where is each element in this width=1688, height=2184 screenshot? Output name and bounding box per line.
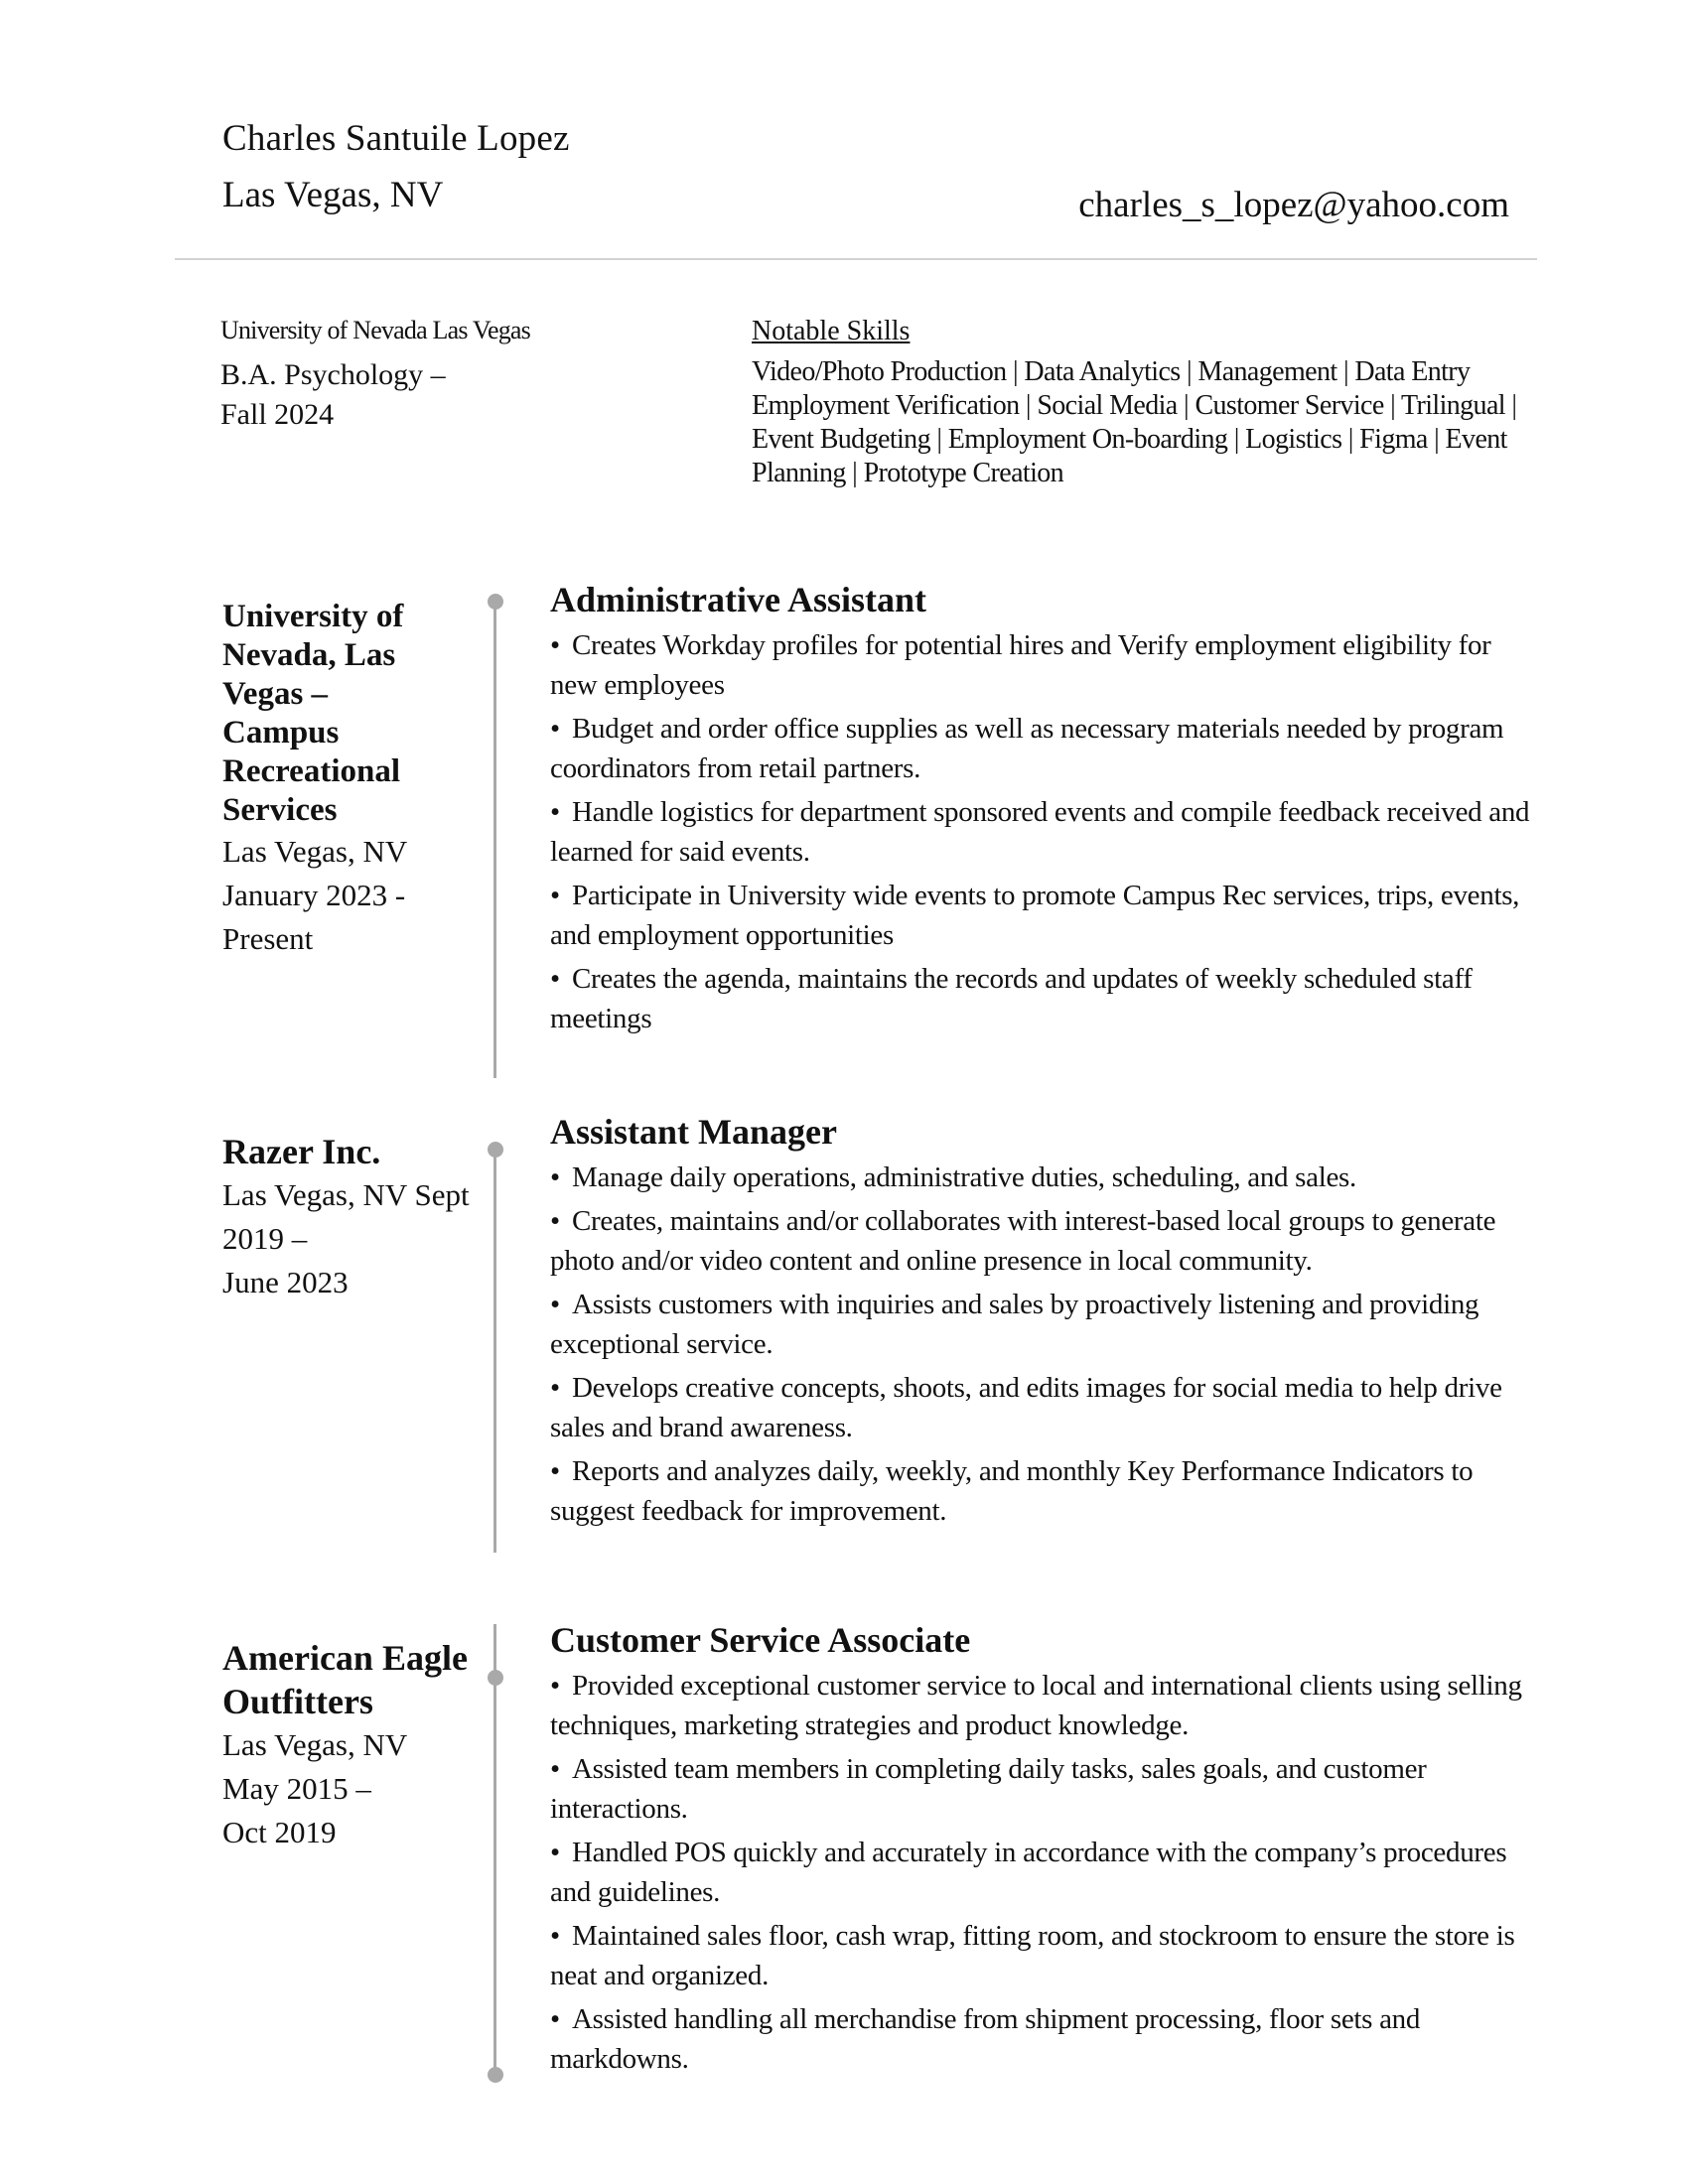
- role-bullet: • Develops creative concepts, shoots, and edits images for social media to help drive sales and brand awareness.: [550, 1368, 1543, 1447]
- employer-name: Razer Inc.: [222, 1132, 381, 1171]
- role-bullet: • Provided exceptional customer service to local and international clients using selling techniques, marketing strategies and product knowledge.: [550, 1666, 1543, 1745]
- bullet-icon: •: [550, 1920, 560, 1952]
- bullet-icon: •: [550, 1289, 560, 1320]
- role-title: Administrative Assistant: [550, 580, 927, 619]
- timeline-dot: [488, 594, 503, 610]
- employment-dates: January 2023 -: [222, 878, 406, 912]
- role-bullet: • Creates the agenda, maintains the records and updates of weekly scheduled staff meetings: [550, 959, 1543, 1038]
- skills-heading: Notable Skills: [752, 316, 911, 346]
- bullet-icon: •: [550, 796, 560, 828]
- role-bullet: • Assisted team members in completing daily tasks, sales goals, and customer interactions.: [550, 1749, 1543, 1829]
- employment-dates-end: Present: [222, 921, 314, 956]
- bullet-icon: •: [550, 1837, 560, 1868]
- timeline-dot: [488, 2067, 503, 2083]
- applicant-city: Las Vegas, NV: [222, 175, 444, 215]
- timeline-line: [493, 602, 496, 1078]
- bullet-icon: •: [550, 1161, 560, 1193]
- role-bullet: • Handle logistics for department sponsored events and compile feedback received and learned for said events.: [550, 792, 1543, 872]
- role-bullets: [550, 1666, 1543, 2079]
- employer-location: Las Vegas, NV: [222, 1727, 408, 1762]
- role-bullet: • Creates, maintains and/or collaborates with interest-based local groups to generate photo and/or video content and online presence in local community.: [550, 1201, 1543, 1281]
- employer-block: [222, 598, 481, 961]
- employment-dates-end: Oct 2019: [222, 1815, 337, 1849]
- employment-dates: May 2015 –: [222, 1771, 371, 1806]
- role-bullet: • Assisted handling all merchandise from shipment processing, floor sets and markdowns.: [550, 1999, 1543, 2079]
- skills-block: [752, 316, 1546, 490]
- education-graduation: Fall 2024: [220, 398, 335, 431]
- role-bullet: • Handled POS quickly and accurately in accordance with the company’s procedures and guidelines.: [550, 1833, 1543, 1912]
- employment-dates-end: June 2023: [222, 1265, 349, 1299]
- role-bullet: • Participate in University wide events to promote Campus Rec services, trips, events, and employment opportunities: [550, 876, 1543, 955]
- bullet-icon: •: [550, 1205, 560, 1237]
- bullet-icon: •: [550, 1753, 560, 1785]
- role-block: [550, 1618, 1543, 2083]
- education-degree: B.A. Psychology –: [220, 358, 446, 391]
- employment-dates: 2019 –: [222, 1221, 308, 1256]
- bullet-icon: •: [550, 2003, 560, 2035]
- employer-block: [222, 1130, 481, 1304]
- role-bullets: [550, 625, 1543, 1038]
- role-title: Assistant Manager: [550, 1112, 837, 1152]
- bullet-icon: •: [550, 629, 560, 661]
- employer-name: University of Nevada, Las Vegas – Campus Recreational Services: [222, 599, 404, 828]
- employer-location: Las Vegas, NV Sept: [222, 1177, 470, 1212]
- bullet-icon: •: [550, 1455, 560, 1487]
- role-bullet: • Budget and order office supplies as well as necessary materials needed by program coordinators from retail partners.: [550, 709, 1543, 788]
- role-bullet: • Maintained sales floor, cash wrap, fitting room, and stockroom to ensure the store is neat and organized.: [550, 1916, 1543, 1995]
- education-block: [220, 316, 637, 435]
- education-school: University of Nevada Las Vegas: [220, 316, 530, 344]
- bullet-icon: •: [550, 1372, 560, 1404]
- bullet-icon: •: [550, 880, 560, 911]
- timeline-line: [493, 1154, 496, 1553]
- skills-list: Video/Photo Production | Data Analytics | Management | Data Entry Employment Verification | Social Media | Customer Service | Trilingual | Event Budgeting | Employment On-boarding | Logistics | Figma | Event Planning | Prototype Creation: [752, 356, 1517, 488]
- applicant-name: Charles Santuile Lopez: [222, 118, 570, 159]
- role-block: [550, 578, 1543, 1042]
- role-title: Customer Service Associate: [550, 1620, 971, 1660]
- role-bullet: • Creates Workday profiles for potential hires and Verify employment eligibility for new employees: [550, 625, 1543, 705]
- employer-name: American Eagle Outfitters: [222, 1638, 468, 1721]
- bullet-icon: •: [550, 1670, 560, 1702]
- employer-location: Las Vegas, NV: [222, 834, 408, 869]
- employer-block: [222, 1636, 481, 1854]
- role-bullet: • Manage daily operations, administrative duties, scheduling, and sales.: [550, 1158, 1543, 1197]
- timeline-dot: [488, 1142, 503, 1158]
- role-bullet: • Reports and analyzes daily, weekly, and monthly Key Performance Indicators to suggest feedback for improvement.: [550, 1451, 1543, 1531]
- applicant-email[interactable]: charles_s_lopez@yahoo.com: [1078, 185, 1509, 225]
- role-bullets: [550, 1158, 1543, 1531]
- role-block: [550, 1110, 1543, 1535]
- role-bullet: • Assists customers with inquiries and sales by proactively listening and providing exceptional service.: [550, 1285, 1543, 1364]
- timeline-dot: [488, 1670, 503, 1686]
- timeline-line: [493, 1765, 496, 2073]
- header-divider: [175, 258, 1537, 260]
- bullet-icon: •: [550, 963, 560, 995]
- bullet-icon: •: [550, 713, 560, 745]
